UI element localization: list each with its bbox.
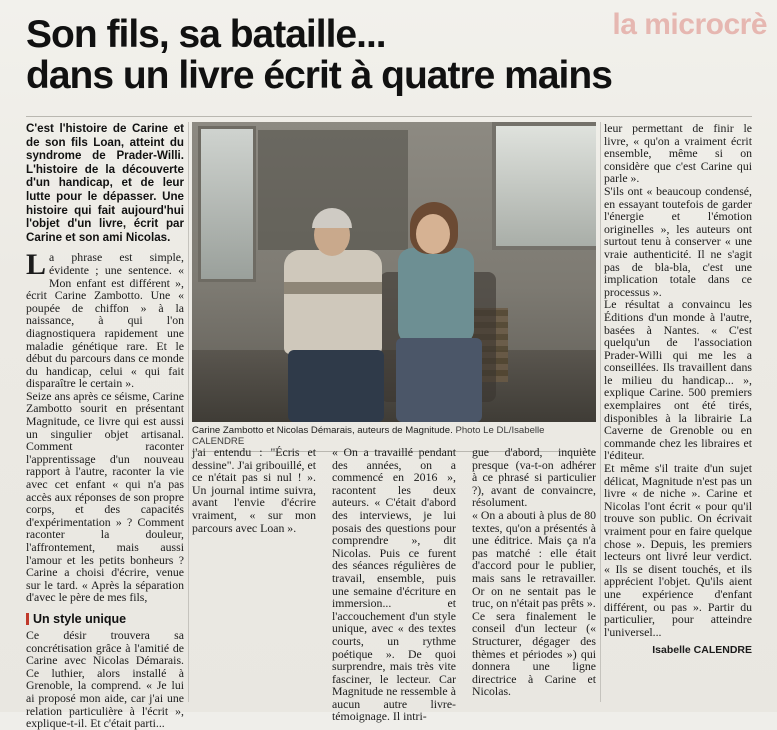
column5-paragraph-3: Le résultat a convaincu les Éditions d'un monde à l'autre, basées à Nantes. « C'est quelqu'un de l'association Prader-Willi qui me les a conseillées. Ils travaillent dans le milieu du handicap... », explique Carine. 500 premiers exemplaires ont été tirés, disponibles à la librairie La Caverne de Grenoble ou en commande chez les libraires et l'éditeur. xyxy=(604,297,752,463)
page-title xyxy=(26,14,752,96)
photo-woman-legs xyxy=(396,338,482,422)
standfirst: C'est l'histoire de Carine et de son fils Loan, atteint du syndrome de Prader-Willi. L'histoire de la découverte d'un handicap, et de leur lutte pour le dépasser. Une histoire qui fait aujourd'hui l'objet d'un livre, écrit par Carine et son ami Nicolas. xyxy=(26,122,184,244)
column5-paragraph-2: S'ils ont « beaucoup condensé, en essayant toutefois de garder l'énergie et l'émotion originelles », les auteurs ont surtout tenu à conserver « une vraie authenticité. Il ne s'agit pas de bla-bla, c'est une implication totale dans ce processus ». xyxy=(604,183,752,299)
photo-woman-head xyxy=(416,214,450,254)
photo-man-legs xyxy=(288,350,384,422)
column2-paragraph-1: j'ai entendu : "Écris et dessine". J'ai gribouillé, et ce n'était pas si nul ! ». Un journal intime suivra, avant l'envie d'écrire vraiment, « sur mon parcours avec Loan ». xyxy=(192,445,316,535)
column-5 xyxy=(604,122,752,702)
article-photo xyxy=(192,122,596,422)
photo-woman-body xyxy=(398,248,474,344)
column-4 xyxy=(472,446,596,702)
column-3 xyxy=(332,445,456,724)
photo-caption-text: Carine Zambotto et Nicolas Démarais, auteurs de Magnitude. xyxy=(192,425,453,436)
photo-block xyxy=(192,122,596,452)
headline-divider xyxy=(26,116,752,117)
column2-paragraph-2: « On a travaillé pendant des années, on a commencé en 2016 », racontent les deux auteurs. « C'était d'abord des interviews, je lui posais des questions pour comprendre », dit Nicolas. Puis ce furent des séances régulières de travail, ensemble, puis une semaine d'écriture en immersion... et l'accouchement d'un style unique, avec « des textes courts, un rythme poétique ». De quoi surprendre, mais très vite fasciner, le lecteur. Car Magnitude ne ressemble à aucun autre livre-témoignage. Il intri- xyxy=(332,445,456,724)
subheading: Un style unique xyxy=(26,612,184,626)
column-1 xyxy=(26,122,184,730)
article-columns xyxy=(26,121,752,730)
photo-window-left xyxy=(198,126,256,282)
column5-paragraph-1: leur permettant de finir le livre, « qu'on a vraiment écrit ensemble, même si on considère que c'est Carine qui parle ». xyxy=(604,121,752,186)
column3-paragraph-3: Ce sera finalement le conseil d'un lecteur (« Structurer, dégager des thèmes et périodes ») qui donnera une ligne directrice à Carine et Nicolas. xyxy=(472,608,596,699)
column1-para1-text: a phrase est simple, évidente ; une sentence. « Mon enfant est différent », écrit Carine Zambotto. Une « poupée de chiffon » à la naissance, à qui l'on diagnostiquera rapidement une maladie génétique rare. Et le début du parcours dans ce monde du handicap, celui « qui fait disparaître le certain ». xyxy=(26,250,184,391)
column1-paragraph-2: Seize ans après ce séisme, Carine Zambotto sourit en présentant Magnitude, ce livre qui est aussi un singulier objet artisanal. Comment raconter l'apprentissage d'un nouveau rapport à l'autre, raconter la vie avec cet enfant « qui n'a pas accès aux réponses de son propre corps, et des capacités d'expérimentation » ? Comment raconter la douleur, l'affrontement, mais aussi l'amour et les petits bonheurs ? Carine a choisi d'écrire, venue sur le tard. « Après la séparation d'avec le père de mes fils, xyxy=(26,388,184,605)
column1-paragraph-3: Ce désir trouvera sa concrétisation grâce à l'amitié de Carine avec Nicolas Démarais. Ce luthier, alors installé à Grenoble, la comprend. « Je lui ai proposé mon aide, car j'ai une relation particulière à l'écrit », explique-t-il. Et c'était parti... xyxy=(26,627,184,730)
column-rule-2 xyxy=(600,122,601,702)
photo-man-sweater-stripe xyxy=(284,282,382,294)
article-byline: Isabelle CALENDRE xyxy=(652,644,752,657)
ghost-headline: la microcrè xyxy=(612,8,767,41)
column-2 xyxy=(192,446,316,702)
column-rule-1 xyxy=(188,122,189,702)
photo-window-right xyxy=(492,122,596,250)
column5-paragraph-4: Et même s'il traite d'un sujet délicat, Magnitude n'est pas un livre « de niche ». Carine et Nicolas l'ont écrit « pour qu'il trouve son public. On écrivait vraiment pour en faire quelque chose ». Depuis, les premiers lecteurs ont livré leur verdict. « Ils se disent touchés, et ils apprécient l'objet. Qu'ils aient une expérience d'enfant différent, ou pas ». Partir du particulier, pour atteindre l'universel... xyxy=(604,461,752,639)
headline-line-2: dans un livre écrit à quatre mains xyxy=(26,54,612,97)
column3-paragraph-2: « On a abouti à plus de 80 textes, qu'on a présentés à une éditrice. Mais ça n'a pas matché : elle était d'accord pour le publier, mais sans le retravailler. Or on ne sentait pas le truc, on n'était pas prêts ». xyxy=(472,507,596,611)
columns-under-photo xyxy=(192,445,596,724)
column1-paragraph-1 xyxy=(26,248,184,391)
photo-man-body xyxy=(284,250,382,354)
headline-line-1: Son fils, sa bataille... xyxy=(26,13,386,56)
photo-credit: Photo Le DL/Isabelle CALENDRE xyxy=(192,425,545,447)
drop-cap: L xyxy=(26,248,47,282)
column3-paragraph-1: gue d'abord, inquiète presque (va-t-on adhérer à ce phrasé si particulier ?), avant de convaincre, résolument. xyxy=(472,445,596,510)
